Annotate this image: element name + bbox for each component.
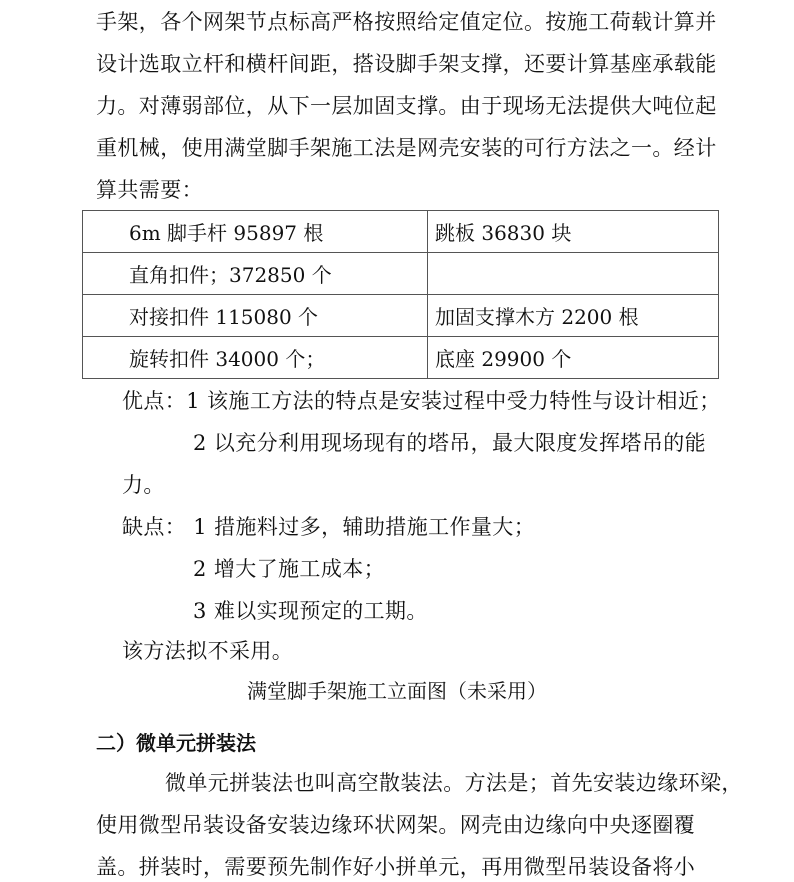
materials-table [82, 210, 719, 379]
disadvantage-item-1: 缺点： 1 措施料过多，辅助措施工作量大； [122, 515, 536, 539]
table-cell [428, 253, 719, 295]
advantage-item-2-continued: 力。 [122, 473, 165, 497]
section-line-2: 使用微型吊装设备安装边缘环状网架。网壳由边缘向中央逐圈覆 [96, 813, 696, 837]
intro-line-4: 重机械，使用满堂脚手架施工法是网壳安装的可行方法之一。经计 [96, 136, 717, 160]
table-cell: 底座 29900 个 [428, 337, 719, 379]
table-cell: 跳板 36830 块 [428, 211, 719, 253]
conclusion-text: 该方法拟不采用。 [122, 639, 294, 663]
intro-line-5: 算共需要： [96, 178, 203, 202]
intro-line-3: 力。对薄弱部位，从下一层加固支撑。由于现场无法提供大吨位起 [96, 94, 717, 118]
section-line-1: 微单元拼装法也叫高空散装法。方法是；首先安装边缘环梁， [165, 771, 743, 795]
disadvantage-item-2: 2 增大了施工成本； [193, 557, 386, 581]
table-row [83, 253, 719, 295]
table-cell: 对接扣件 115080 个 [83, 295, 428, 337]
figure-caption: 满堂脚手架施工立面图（未采用） [247, 679, 547, 703]
table-row [83, 337, 719, 379]
section-heading: 二）微单元拼装法 [96, 731, 256, 755]
advantage-item-1: 优点：1 该施工方法的特点是安装过程中受力特性与设计相近； [122, 389, 721, 413]
advantage-item-2: 2 以充分利用现场现有的塔吊，最大限度发挥塔吊的能 [193, 431, 707, 455]
table-cell: 加固支撑木方 2200 根 [428, 295, 719, 337]
intro-line-2: 设计选取立杆和横杆间距，搭设脚手架支撑，还要计算基座承载能 [96, 52, 717, 76]
table-row [83, 211, 719, 253]
table-row [83, 295, 719, 337]
table-cell: 直角扣件；372850 个 [83, 253, 428, 295]
section-line-3: 盖。拼装时，需要预先制作好小拼单元，再用微型吊装设备将小 [96, 855, 696, 879]
disadvantage-item-3: 3 难以实现预定的工期。 [193, 599, 428, 623]
table-cell: 6m 脚手杆 95897 根 [83, 211, 428, 253]
table-cell: 旋转扣件 34000 个； [83, 337, 428, 379]
intro-line-1: 手架，各个网架节点标高严格按照给定值定位。按施工荷载计算并 [96, 10, 717, 34]
